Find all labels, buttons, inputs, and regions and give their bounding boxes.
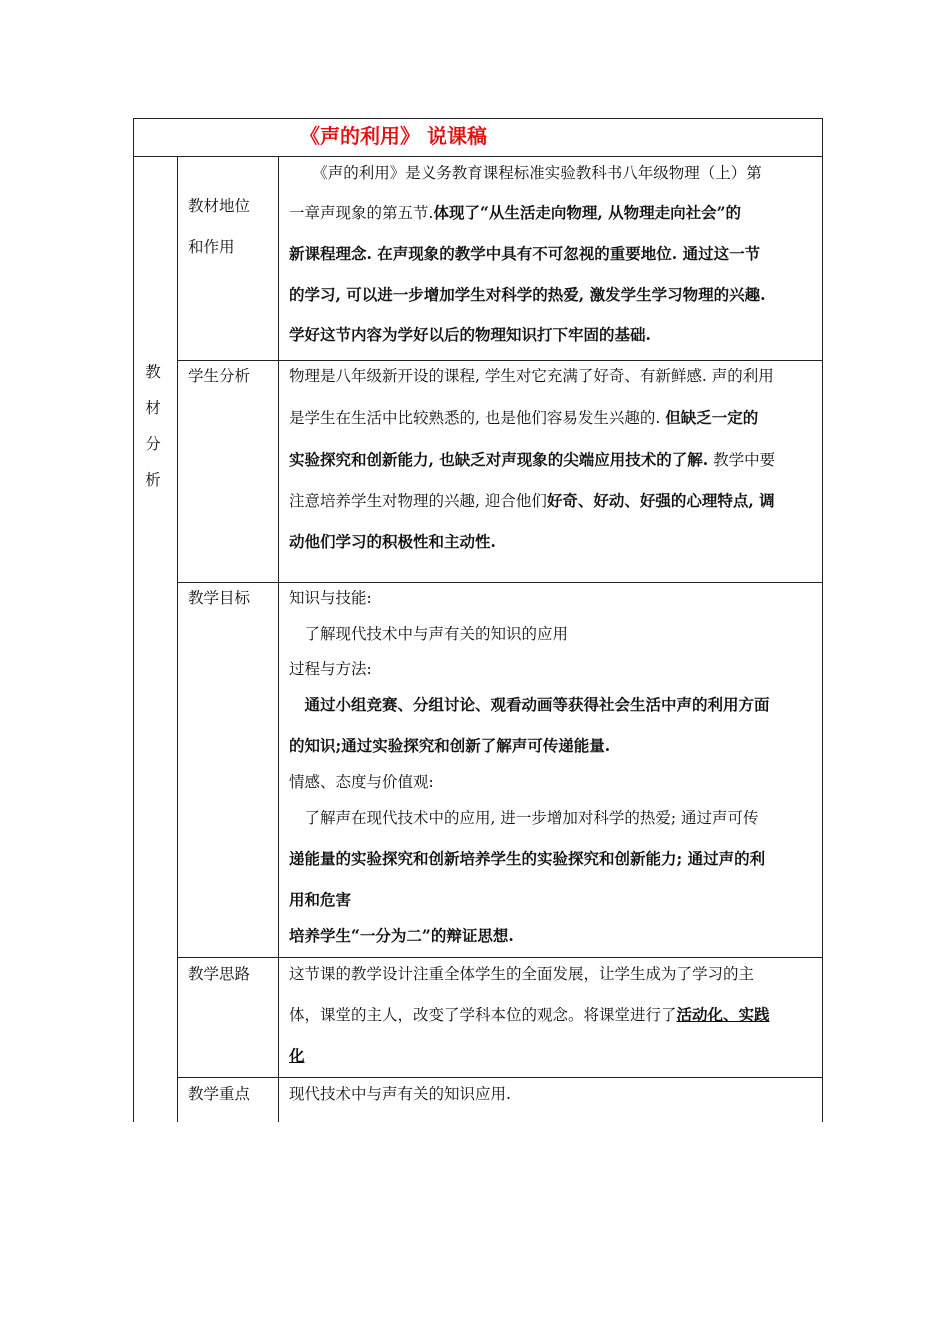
text: 体，课堂的主人，改变了学科本位的观念。将课堂进行了 [289, 1006, 677, 1024]
text: 是学生在生活中比较熟悉的, 也是他们容易发生兴趣的. [289, 409, 666, 427]
subheading: 过程与方法: [289, 660, 372, 678]
emphasis-text: 活动化、实践 [676, 1005, 770, 1024]
col-divider-2 [278, 156, 279, 1122]
row-label: 学生分析 [188, 367, 251, 385]
row-divider-3 [177, 957, 823, 958]
paragraph-line [289, 450, 775, 470]
paragraph-line: 新课程理念. 在声现象的教学中具有不可忽视的重要地位. 通过这一节 [289, 244, 761, 263]
emphasis-text: 但缺乏一定的 [665, 408, 759, 427]
paragraph-line: 现代技术中与声有关的知识应用. [289, 1085, 511, 1103]
paragraph-line [289, 163, 762, 183]
paragraph-line [289, 491, 775, 511]
text: 注意培养学生对物理的兴趣, 迎合他们 [289, 492, 547, 510]
paragraph-line [289, 408, 758, 428]
paragraph-line: 的学习, 可以进一步增加学生对科学的热爱, 激发学生学习物理的兴趣. [289, 285, 766, 304]
subheading: 知识与技能: [289, 589, 372, 607]
row-divider-2 [177, 582, 823, 583]
row-label: 教学目标 [188, 589, 251, 607]
col-divider-1 [177, 156, 178, 1122]
paragraph-line [289, 203, 741, 223]
subheading: 情感、态度与价值观: [289, 773, 434, 791]
paragraph-line: 学好这节内容为学好以后的物理知识打下牢固的基础. [289, 325, 651, 344]
table-border-top [133, 118, 823, 119]
section-label-char: 教 [145, 363, 161, 381]
row-label: 教材地位 [188, 197, 251, 215]
text: 教学中要 [708, 451, 776, 469]
paragraph-line: 了解声在现代技术中的应用, 进一步增加对科学的热爱; 通过声可传 [289, 809, 759, 827]
paragraph-line: 培养学生“一分为二”的辩证思想. [289, 926, 514, 945]
paragraph-line: 的知识;通过实验探究和创新了解声可传递能量. [289, 736, 611, 755]
section-label-char: 材 [145, 399, 161, 417]
row-divider-1 [177, 360, 823, 361]
emphasis-text: 实验探究和创新能力, 也缺乏对声现象的尖端应用技术的了解. [289, 450, 709, 469]
title-row-divider [133, 156, 823, 157]
paragraph-line: 动他们学习的积极性和主动性. [289, 532, 496, 551]
paragraph-line: 了解现代技术中与声有关的知识的应用 [289, 625, 569, 643]
paragraph-line: 通过小组竞赛、分组讨论、观看动画等获得社会生活中声的利用方面 [289, 695, 770, 714]
row-label: 教学重点 [188, 1085, 251, 1103]
row-label: 教学思路 [188, 965, 251, 983]
paragraph-line: 递能量的实验探究和创新培养学生的实验探究和创新能力; 通过声的利 [289, 849, 766, 868]
text: 一章声现象的第五节. [289, 204, 434, 222]
paragraph-line: 化 [289, 1046, 305, 1065]
table-border-right [822, 118, 823, 1122]
emphasis-text: 好奇、好动、好强的心理特点, 调 [546, 491, 775, 510]
table-border-left [133, 118, 134, 1122]
paragraph-line: 这节课的教学设计注重全体学生的全面发展，让学生成为了学习的主 [289, 965, 755, 983]
paragraph-line: 用和危害 [289, 890, 352, 909]
text: 《声的利用》是义务教育课程标准实验教科书八年级物理（上）第 [289, 164, 762, 182]
row-divider-4 [177, 1077, 823, 1078]
paragraph-line [289, 1005, 770, 1025]
emphasis-text: 体现了“从生活走向物理, 从物理走向社会”的 [433, 203, 742, 222]
page-title: 《声的利用》 说课稿 [300, 124, 487, 148]
section-label-char: 析 [145, 471, 161, 489]
paragraph-line: 物理是八年级新开设的课程, 学生对它充满了好奇、有新鲜感. 声的利用 [289, 367, 774, 385]
section-label-char: 分 [145, 435, 161, 453]
row-label: 和作用 [188, 238, 235, 256]
